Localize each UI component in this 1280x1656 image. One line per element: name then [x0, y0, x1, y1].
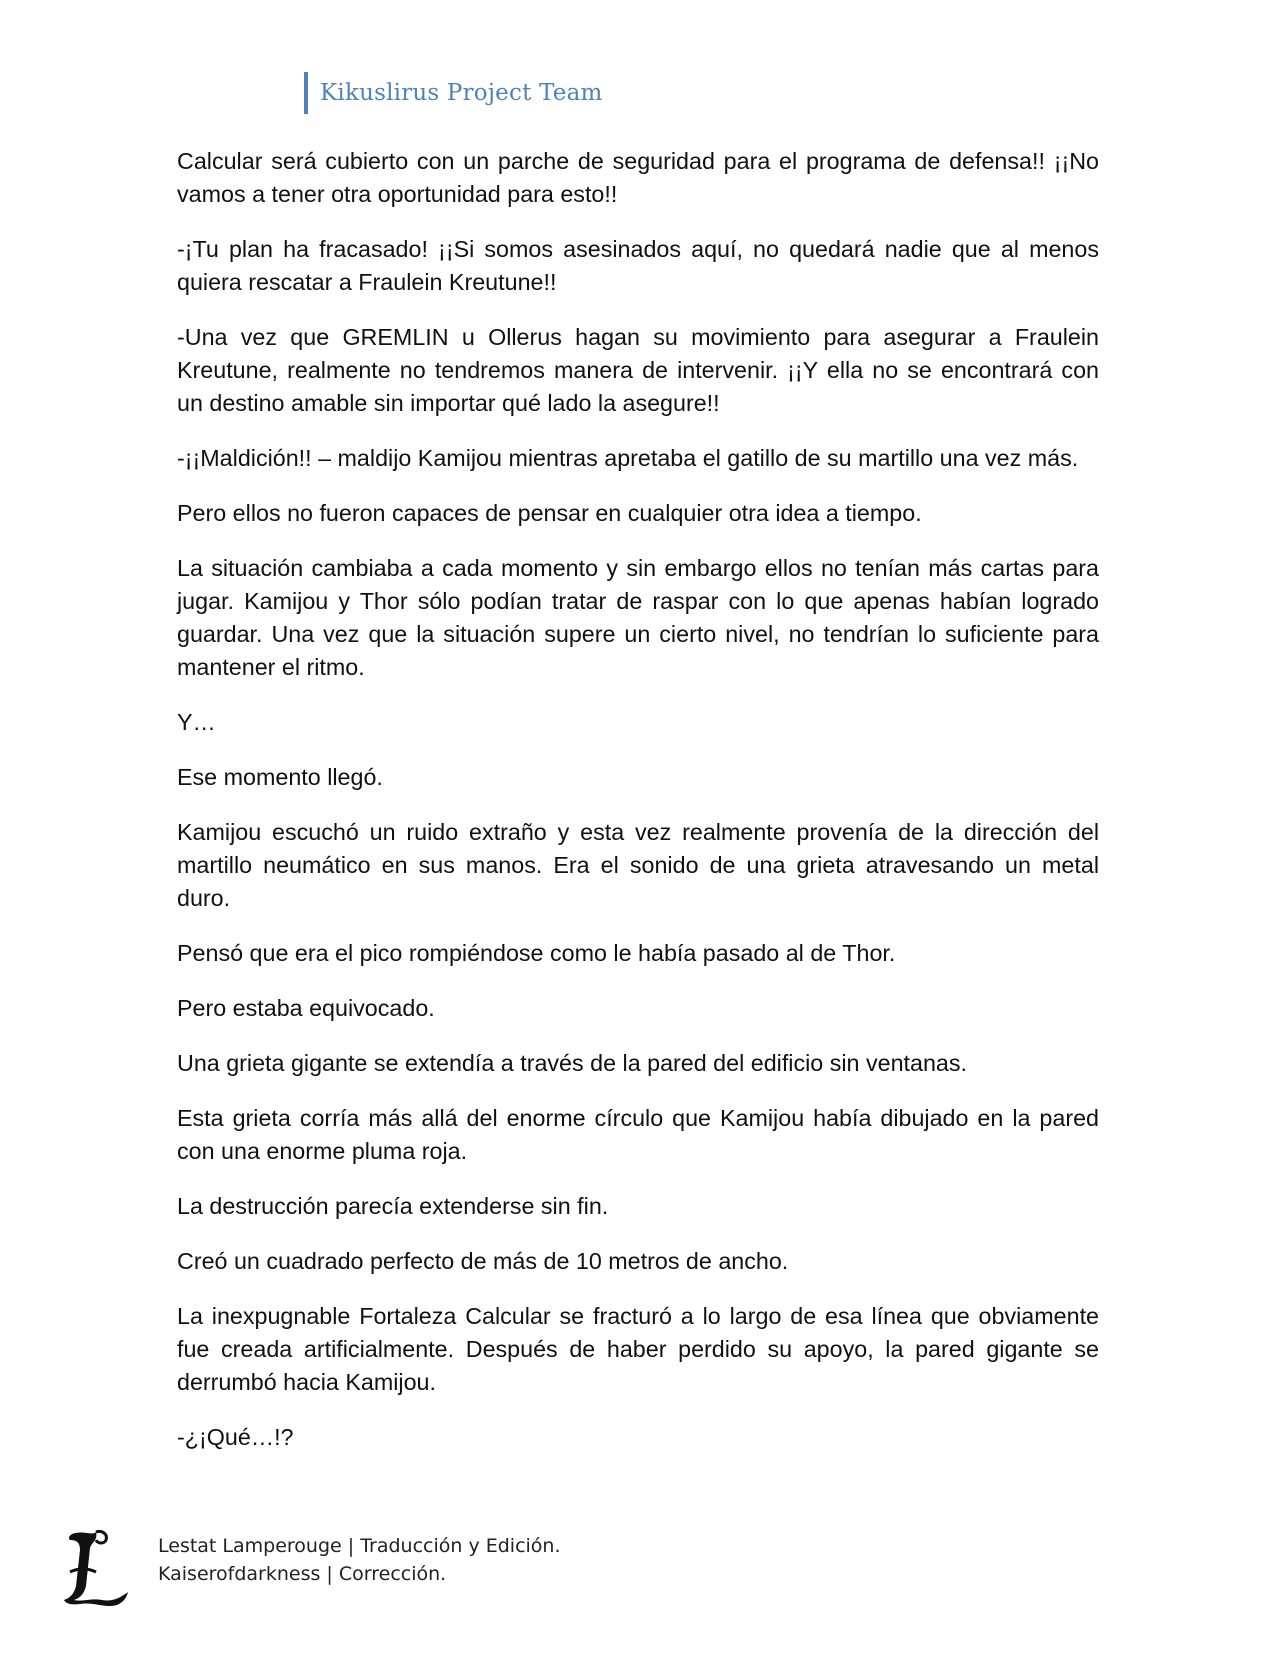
paragraph: -¿¡Qué…!? [177, 1424, 294, 1450]
paragraph: Pensó que era el pico rompiéndose como le había pasado al de Thor. [177, 940, 896, 966]
paragraph: La situación cambiaba a cada momento y sin embargo ellos no tenían más cartas para jugar. Kamijou y Thor sólo podían tratar de raspar con lo que apenas habían logrado guardar. Una vez que la situación supere un cierto nivel, no tendrían lo suficiente para mantener el ritmo. [177, 555, 1099, 680]
paragraph: Kamijou escuchó un ruido extraño y esta vez realmente provenía de la dirección del martillo neumático en sus manos. Era el sonido de una grieta atravesando un metal duro. [177, 819, 1099, 911]
paragraph: -¡¡Maldición!! – maldijo Kamijou mientras apretaba el gatillo de su martillo una vez más. [177, 445, 1079, 471]
credit-translation: Lestat Lamperouge | Traducción y Edición. [158, 1535, 561, 1557]
paragraph: Calcular será cubierto con un parche de seguridad para el programa de defensa!! ¡¡No vamos a tener otra oportunidad para esto!! [177, 148, 1099, 207]
paragraph: La destrucción parecía extenderse sin fin. [177, 1193, 609, 1219]
credit-correction: Kaiserofdarkness | Corrección. [158, 1563, 447, 1585]
paragraph: -Una vez que GREMLIN u Ollerus hagan su movimiento para asegurar a Fraulein Kreutune, realmente no tendremos manera de intervenir. ¡¡Y ella no se encontrará con un destino amable sin importar qué lado la asegure!! [177, 324, 1099, 416]
document-body [177, 145, 1099, 1476]
header-title: Kikuslirus Project Team [320, 80, 603, 106]
paragraph: -¡Tu plan ha fracasado! ¡¡Si somos asesinados aquí, no quedará nadie que al menos quiera rescatar a Fraulein Kreutune!! [177, 236, 1099, 295]
page-footer [62, 1528, 561, 1608]
paragraph: Y… [177, 709, 216, 735]
paragraph: Creó un cuadrado perfecto de más de 10 metros de ancho. [177, 1248, 789, 1274]
page-header [304, 72, 603, 114]
paragraph: Ese momento llegó. [177, 764, 383, 790]
paragraph: La inexpugnable Fortaleza Calcular se fracturó a lo largo de esa línea que obviamente fue creada artificialmente. Después de haber perdido su apoyo, la pared gigante se derrumbó hacia Kamijou. [177, 1303, 1099, 1395]
gothic-letter-L-logo-icon [62, 1528, 132, 1608]
paragraph: Pero ellos no fueron capaces de pensar en cualquier otra idea a tiempo. [177, 500, 922, 526]
paragraph: Una grieta gigante se extendía a través de la pared del edificio sin ventanas. [177, 1050, 968, 1076]
credits [158, 1532, 561, 1588]
paragraph: Pero estaba equivocado. [177, 995, 435, 1021]
paragraph: Esta grieta corría más allá del enorme círculo que Kamijou había dibujado en la pared con una enorme pluma roja. [177, 1105, 1099, 1164]
